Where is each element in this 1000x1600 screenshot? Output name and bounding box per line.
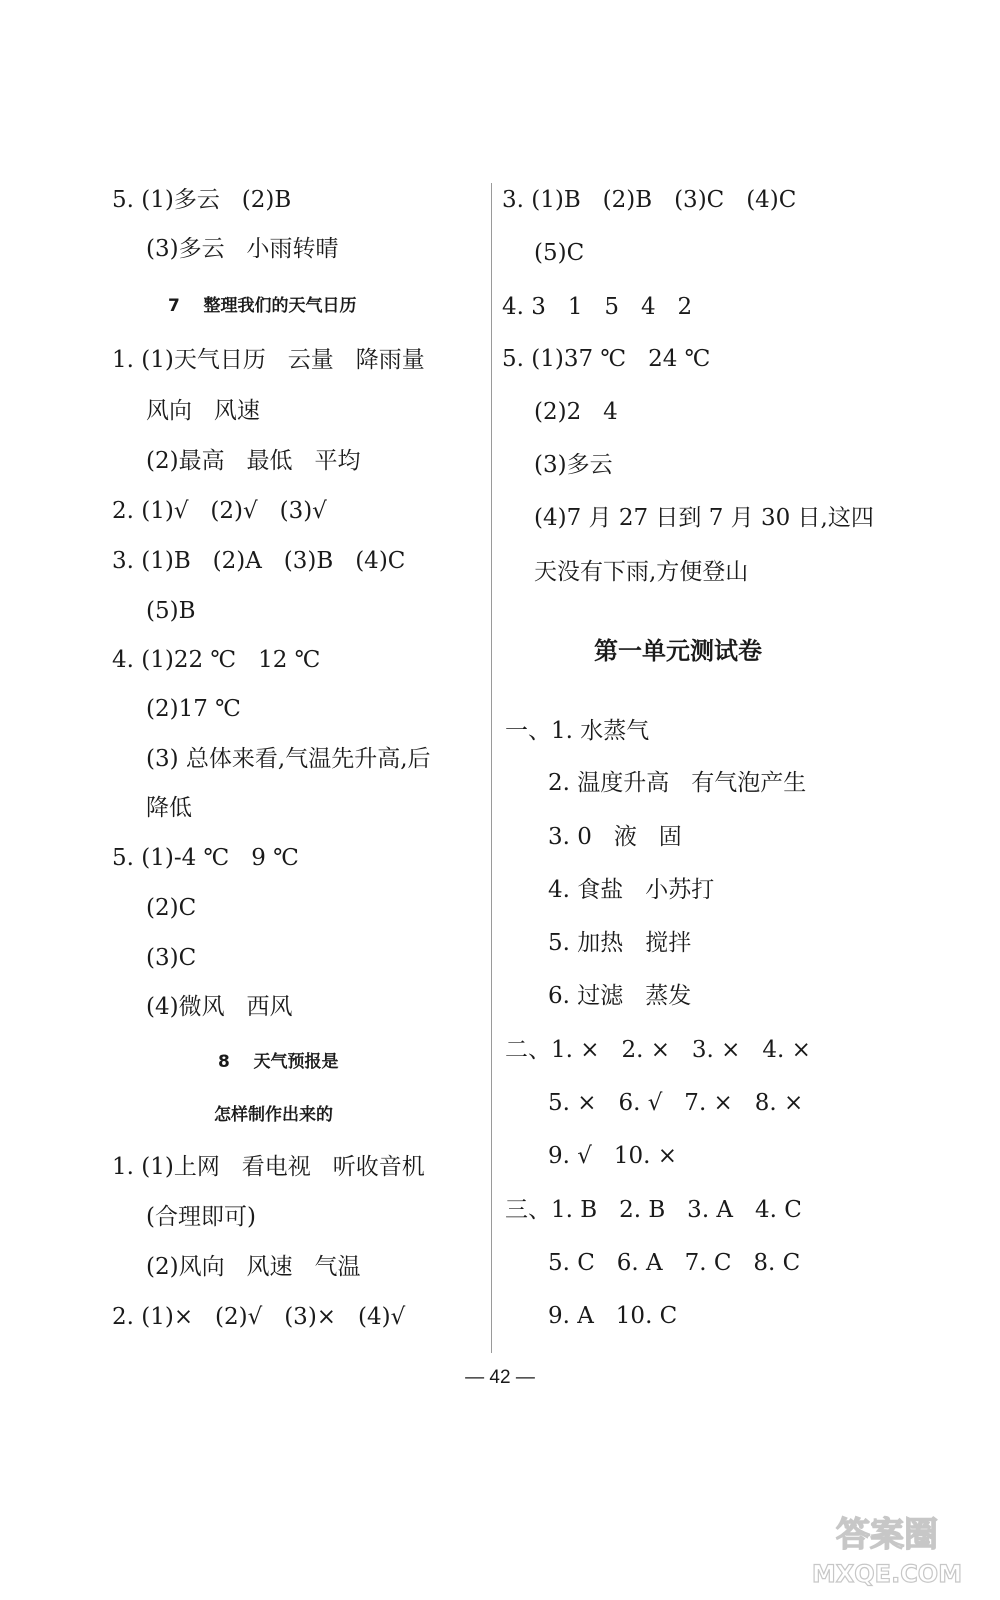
answer-line: (5)C (534, 240, 585, 266)
answer-line: 6. 过滤 蒸发 (548, 983, 692, 1009)
answer-line: 2. (1)× (2)√ (3)× (4)√ (112, 1304, 406, 1330)
answer-line: (4)7 月 27 日到 7 月 30 日,这四 (534, 505, 874, 531)
answer-line: (5)B (146, 598, 196, 624)
watermark-logo (802, 1508, 972, 1588)
answer-line: (2)17 ℃ (146, 696, 241, 722)
answer-line: (3)多云 小雨转晴 (146, 236, 339, 262)
answer-line: 1. (1)上网 看电视 听收音机 (112, 1154, 425, 1180)
answer-line: 5. C 6. A 7. C 8. C (548, 1250, 801, 1276)
answer-line: (2)风向 风速 气温 (146, 1254, 361, 1280)
answer-line: 3. 0 液 固 (548, 824, 682, 850)
answer-line: 3. (1)B (2)B (3)C (4)C (502, 187, 797, 213)
answer-line: 5. 加热 搅拌 (548, 930, 692, 956)
answer-line: (2)2 4 (534, 399, 618, 425)
answer-line: 2. (1)√ (2)√ (3)√ (112, 498, 327, 524)
answer-line: 二、1. × 2. × 3. × 4. × (505, 1037, 811, 1063)
section-heading-8-cont: 怎样制作出来的 (214, 1105, 333, 1125)
answer-line: 5. (1)-4 ℃ 9 ℃ (112, 845, 299, 871)
column-divider (491, 183, 492, 1353)
answer-line: 4. 食盐 小苏打 (548, 877, 715, 903)
answer-line: 9. A 10. C (548, 1303, 678, 1329)
watermark-bottom-text: MXQE.COM (811, 1560, 963, 1588)
answer-line: (合理即可) (146, 1204, 256, 1230)
answer-line: 4. 3 1 5 4 2 (502, 294, 693, 320)
answer-line: 降低 (146, 795, 192, 821)
section-heading-7: 7 整理我们的天气日历 (168, 296, 357, 316)
answer-line: (4)微风 西风 (146, 994, 293, 1020)
answer-line: 5. (1)37 ℃ 24 ℃ (502, 346, 711, 372)
answer-line: (3) 总体来看,气温先升高,后 (146, 746, 431, 772)
answer-line: 5. (1)多云 (2)B (112, 187, 292, 213)
answer-line: 5. × 6. √ 7. × 8. × (548, 1090, 804, 1116)
answer-line: (2)最高 最低 平均 (146, 448, 361, 474)
answer-line: 9. √ 10. × (548, 1143, 678, 1169)
answer-line: 4. (1)22 ℃ 12 ℃ (112, 647, 321, 673)
answer-line: 天没有下雨,方便登山 (534, 559, 749, 585)
answer-line: 1. (1)天气日历 云量 降雨量 (112, 347, 425, 373)
answer-line: (3)多云 (534, 452, 613, 478)
answer-line: 风向 风速 (146, 398, 260, 424)
answer-line: 一、1. 水蒸气 (505, 718, 650, 744)
section-heading-8: 8 天气预报是 (218, 1052, 339, 1072)
unit-test-title: 第一单元测试卷 (594, 637, 762, 665)
answer-line: 三、1. B 2. B 3. A 4. C (505, 1197, 802, 1223)
answer-line: 2. 温度升高 有气泡产生 (548, 770, 807, 796)
answer-line: 3. (1)B (2)A (3)B (4)C (112, 548, 406, 574)
answer-line: (3)C (146, 945, 197, 971)
page-number: — 42 — (465, 1367, 535, 1388)
watermark-top-text: 答案圈 (836, 1515, 938, 1555)
answer-line: (2)C (146, 895, 197, 921)
